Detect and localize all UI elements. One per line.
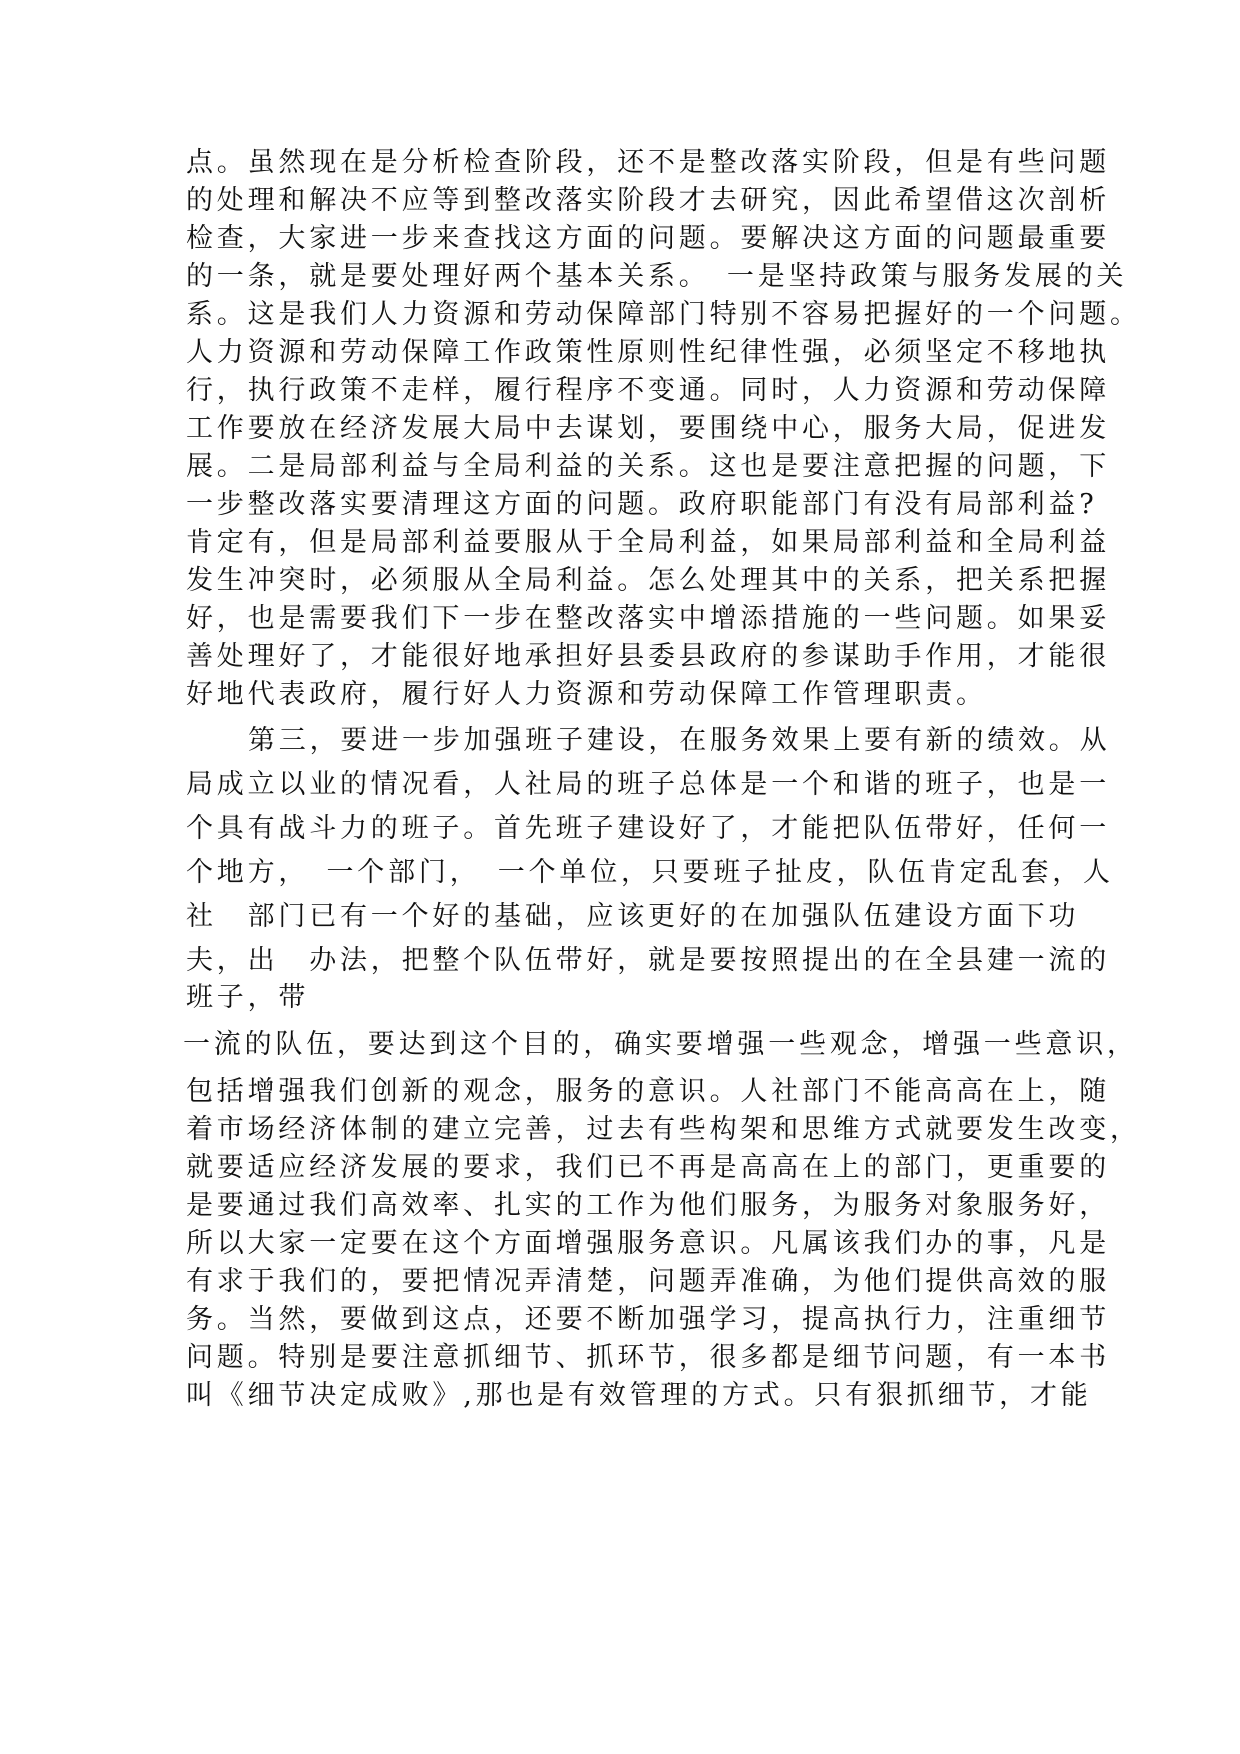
text-line: 肯定有，但是局部利益要服从于全局利益，如果局部利益和全局利益 — [186, 527, 1110, 558]
text-line: 的一条，就是要处理好两个基本关系。 一是坚持政策与服务发展的关 — [186, 261, 1128, 292]
text-line: 有求于我们的，要把情况弄清楚，问题弄准确，为他们提供高效的服 — [186, 1266, 1110, 1297]
text-line: 一流的队伍，要达到这个目的，确实要增强一些观念，增强一些意识， — [183, 1029, 1138, 1060]
text-line: 个地方， 一个部门， 一个单位，只要班子扯皮，队伍肯定乱套，人 — [186, 857, 1114, 888]
text-line: 就要适应经济发展的要求，我们已不再是高高在上的部门，更重要的 — [186, 1152, 1110, 1183]
text-line: 好，也是需要我们下一步在整改落实中增添措施的一些问题。如果妥 — [186, 603, 1110, 634]
text-line: 发生冲突时，必须服从全局利益。怎么处理其中的关系，把关系把握 — [186, 565, 1110, 596]
text-line: 是要通过我们高效率、扎实的工作为他们服务，为服务对象服务好， — [186, 1190, 1110, 1221]
text-line: 善处理好了，才能很好地承担好县委县政府的参谋助手作用，才能很 — [186, 641, 1110, 672]
text-line: 务。当然，要做到这点，还要不断加强学习，提高执行力，注重细节 — [186, 1304, 1110, 1335]
text-line: 行，执行政策不走样，履行程序不变通。同时，人力资源和劳动保障 — [186, 375, 1110, 406]
text-line: 个具有战斗力的班子。首先班子建设好了，才能把队伍带好，任何一 — [186, 813, 1110, 844]
text-line: 的处理和解决不应等到整改落实阶段才去研究，因此希望借这次剖析 — [186, 185, 1110, 216]
text-line: 好地代表政府，履行好人力资源和劳动保障工作管理职责。 — [186, 679, 987, 710]
text-line: 展。二是局部利益与全局利益的关系。这也是要注意把握的问题，下 — [186, 451, 1110, 482]
text-line: 所以大家一定要在这个方面增强服务意识。凡属该我们办的事，凡是 — [186, 1228, 1110, 1259]
text-line: 局成立以业的情况看，人社局的班子总体是一个和谐的班子，也是一 — [186, 769, 1110, 800]
text-line: 社 部门已有一个好的基础，应该更好的在加强队伍建设方面下功 — [186, 901, 1080, 932]
text-line: 检查，大家进一步来查找这方面的问题。要解决这方面的问题最重要 — [186, 223, 1110, 254]
text-line: 点。虽然现在是分析检查阶段，还不是整改落实阶段，但是有些问题 — [186, 147, 1110, 178]
text-line: 夫，出 办法，把整个队伍带好，就是要按照提出的在全县建一流的 — [186, 945, 1110, 976]
text-line: 系。这是我们人力资源和劳动保障部门特别不容易把握好的一个问题。 — [186, 299, 1141, 330]
text-line: 着市场经济体制的建立完善，过去有些构架和思维方式就要发生改变， — [186, 1114, 1141, 1145]
text-line: 一步整改落实要清理这方面的问题。政府职能部门有没有局部利益? — [186, 489, 1098, 520]
text-line: 叫《细节决定成败》,那也是有效管理的方式。只有狠抓细节，才能 — [186, 1380, 1092, 1411]
text-line: 工作要放在经济发展大局中去谋划，要围绕中心，服务大局，促进发 — [186, 413, 1110, 444]
text-line: 第三，要进一步加强班子建设，在服务效果上要有新的绩效。从 — [248, 725, 1111, 756]
text-line: 包括增强我们创新的观念，服务的意识。人社部门不能高高在上，随 — [186, 1076, 1110, 1107]
text-line: 班子，带 — [186, 982, 310, 1013]
text-line: 问题。特别是要注意抓细节、抓环节，很多都是细节问题，有一本书 — [186, 1342, 1110, 1373]
text-line: 人力资源和劳动保障工作政策性原则性纪律性强，必须坚定不移地执 — [186, 337, 1110, 368]
